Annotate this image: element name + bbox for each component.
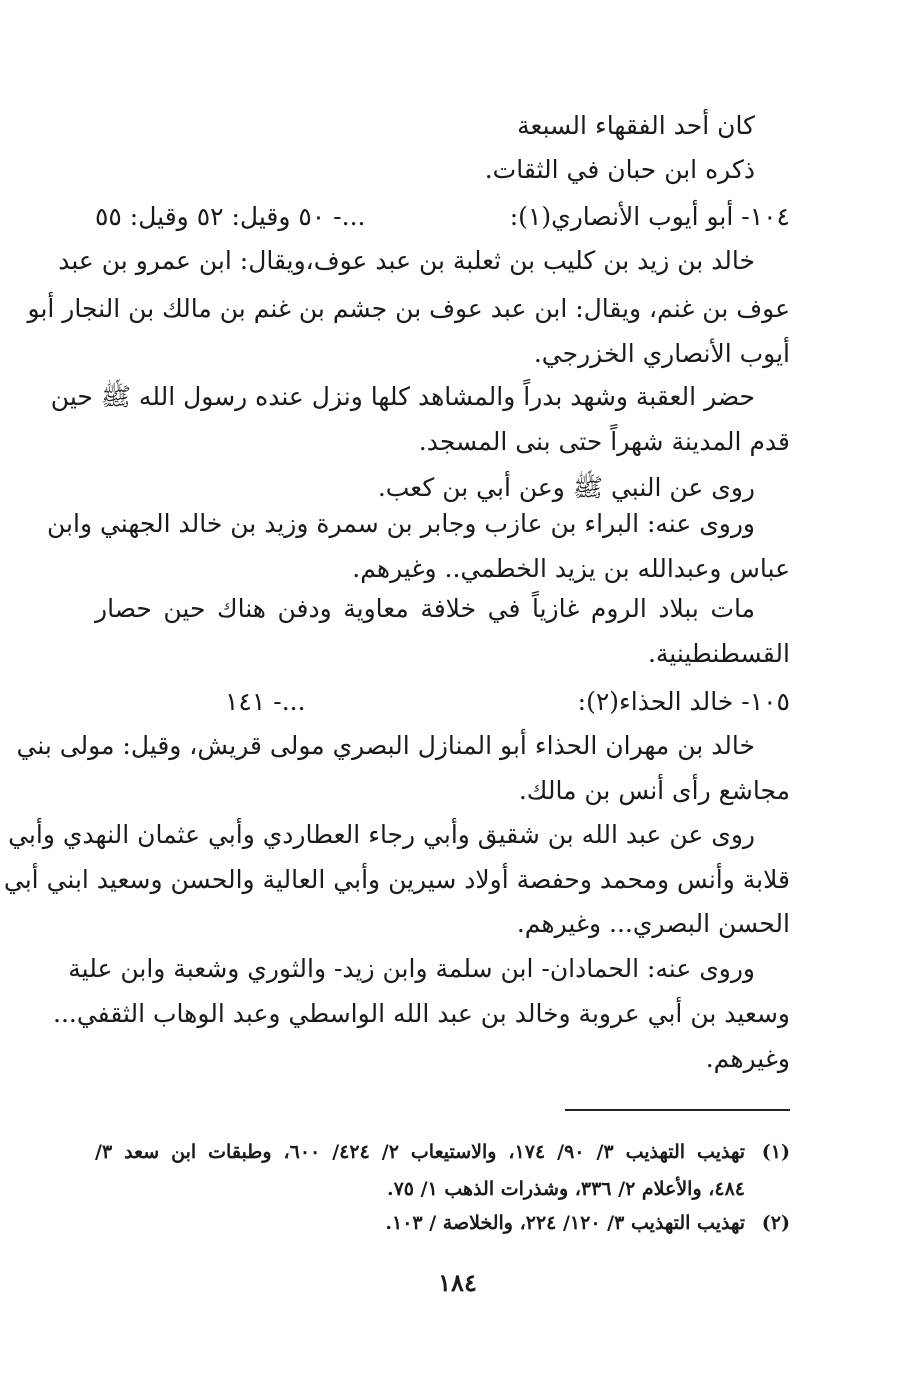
entry-dates: ...- ١٤١ bbox=[225, 687, 306, 716]
text-line: خالد بن مهران الحذاء أبو المنازل البصري مولى قريش، وقيل: مولى بني bbox=[16, 731, 755, 760]
text-line: وغيرهم. bbox=[705, 1044, 790, 1073]
entry-heading-104 bbox=[95, 193, 790, 241]
text-line: أيوب الأنصاري الخزرجي. bbox=[533, 339, 790, 368]
footnote-text: تهذيب التهذيب ٣/ ١٢٠/ ٢٢٤، والخلاصة / ١٠٣. bbox=[385, 1212, 745, 1234]
footnote-1-continuation bbox=[95, 1173, 790, 1205]
text-line: الحسن البصري... وغيرهم. bbox=[516, 909, 790, 938]
entry-heading-105 bbox=[225, 678, 790, 726]
text-line: مجاشع رأى أنس بن مالك. bbox=[518, 776, 790, 805]
text-line: قدم المدينة شهراً حتى بنى المسجد. bbox=[418, 427, 790, 456]
text-line: روى عن النبي ﷺ وعن أبي بن كعب. bbox=[377, 473, 755, 502]
text-line: خالد بن زيد بن كليب بن ثعلبة بن عبد عوف،ويقال: ابن عمرو بن عبد bbox=[58, 246, 755, 275]
text-line: عوف بن غنم، ويقال: ابن عبد عوف بن جشم بن غنم بن مالك بن النجار أبو bbox=[27, 294, 790, 323]
footnote-2 bbox=[95, 1207, 790, 1239]
entry-title: ١٠٤- أبو أيوب الأنصاري(١): bbox=[509, 202, 790, 231]
text-line: عباس وعبدالله بن يزيد الخطمي.. وغيرهم. bbox=[352, 554, 790, 583]
text-line: كان أحد الفقهاء السبعة bbox=[517, 111, 755, 140]
footnote-text: ٤٨٤، والأعلام ٢/ ٣٣٦، وشذرات الذهب ١/ ٧٥. bbox=[386, 1178, 745, 1200]
footnote-separator bbox=[565, 1109, 790, 1111]
text-line: حضر العقبة وشهد بدراً والمشاهد كلها ونزل عنده رسول الله ﷺ حين bbox=[50, 382, 755, 411]
entry-title: ١٠٥- خالد الحذاء(٢): bbox=[577, 687, 790, 716]
footnote-1 bbox=[95, 1136, 790, 1168]
footnote-text: تهذيب التهذيب ٣/ ٩٠/ ١٧٤، والاستيعاب ٢/ ٤٢٤/ ٦٠٠، وطبقات ابن سعد ٣/ bbox=[95, 1141, 746, 1163]
page-number: ١٨٤ bbox=[438, 1268, 477, 1297]
footnote-number: (٢) bbox=[761, 1212, 790, 1234]
text-line: مات ببلاد الروم غازياً في خلافة معاوية ودفن هناك حين حصار bbox=[95, 594, 755, 623]
text-line: القسطنطينية. bbox=[647, 639, 790, 668]
text-line: وروى عنه: الحمادان- ابن سلمة وابن زيد- والثوري وشعبة وابن علية bbox=[68, 954, 755, 983]
text-line: وسعيد بن أبي عروبة وخالد بن عبد الله الواسطي وعبد الوهاب الثقفي... bbox=[53, 999, 790, 1028]
footnote-number: (١) bbox=[761, 1141, 790, 1163]
text-line: ذكره ابن حبان في الثقات. bbox=[484, 155, 755, 184]
text-line: روى عن عبد الله بن شقيق وأبي رجاء العطاردي وأبي عثمان النهدي وأبي bbox=[8, 820, 755, 849]
text-line: وروى عنه: البراء بن عازب وجابر بن سمرة وزيد بن خالد الجهني وابن bbox=[47, 509, 755, 538]
text-line: قلابة وأنس ومحمد وحفصة أولاد سيرين وأبي العالية والحسن وسعيد ابني أبي bbox=[3, 865, 790, 894]
entry-dates: ...- ٥٠ وقيل: ٥٢ وقيل: ٥٥ bbox=[95, 202, 366, 231]
